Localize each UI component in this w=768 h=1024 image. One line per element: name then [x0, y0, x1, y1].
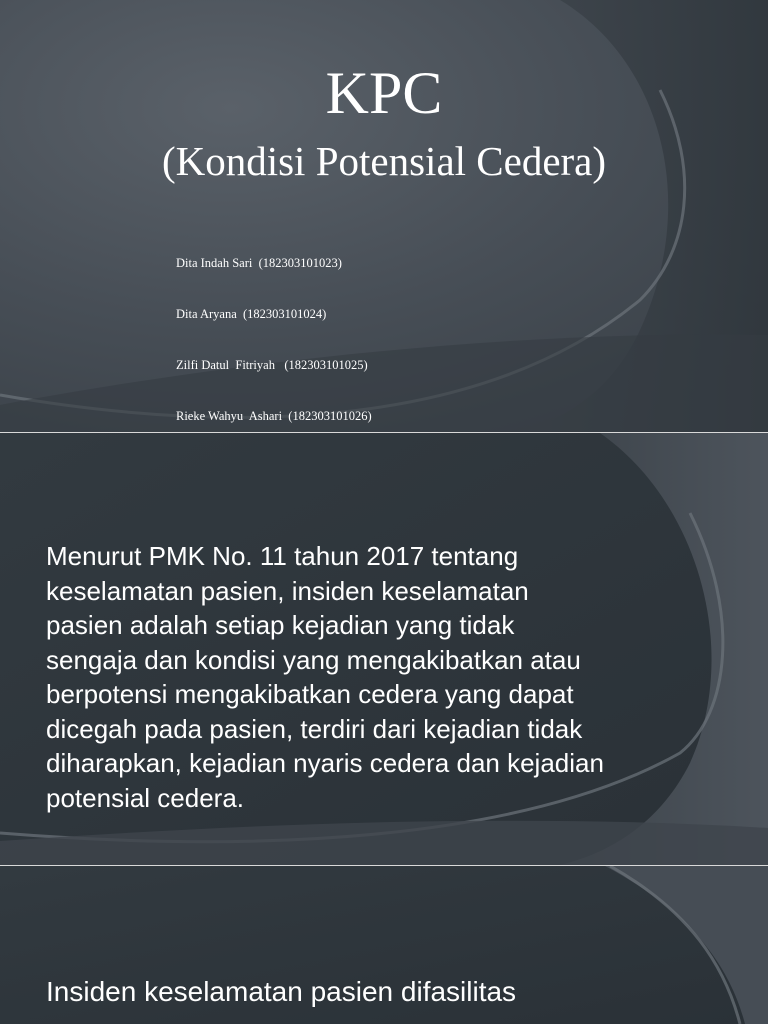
list-item: Dita Indah Sari (182303101023) [176, 256, 342, 270]
slide-title: KPC [325, 60, 443, 126]
definition-paragraph: Menurut PMK No. 11 tahun 2017 tentang keselamatan pasien, insiden keselamatan pasien adalah setiap kejadian yang tidak sengaja dan kondisi yang mengakibatkan atau berpotensi mengakibatkan cedera yang dapat dicegah pada pasien, terdiri dari kejadian tidak diharapkan, kejadian nyaris cedera dan kejadian potensial cedera. [46, 541, 604, 813]
content-slide [0, 433, 768, 865]
list-item: Zilfi Datul Fitriyah (182303101025) [176, 358, 368, 372]
title-slide [0, 0, 768, 432]
list-item: Rieke Wahyu Ashari (182303101026) [176, 409, 372, 423]
slide3-paragraph: Insiden keselamatan pasien difasilitas [46, 976, 517, 1007]
member-list [176, 221, 377, 432]
list-item: Dita Aryana (182303101024) [176, 307, 327, 321]
slide-subtitle: (Kondisi Potensial Cedera) [161, 138, 607, 184]
content-slide [0, 866, 768, 1024]
